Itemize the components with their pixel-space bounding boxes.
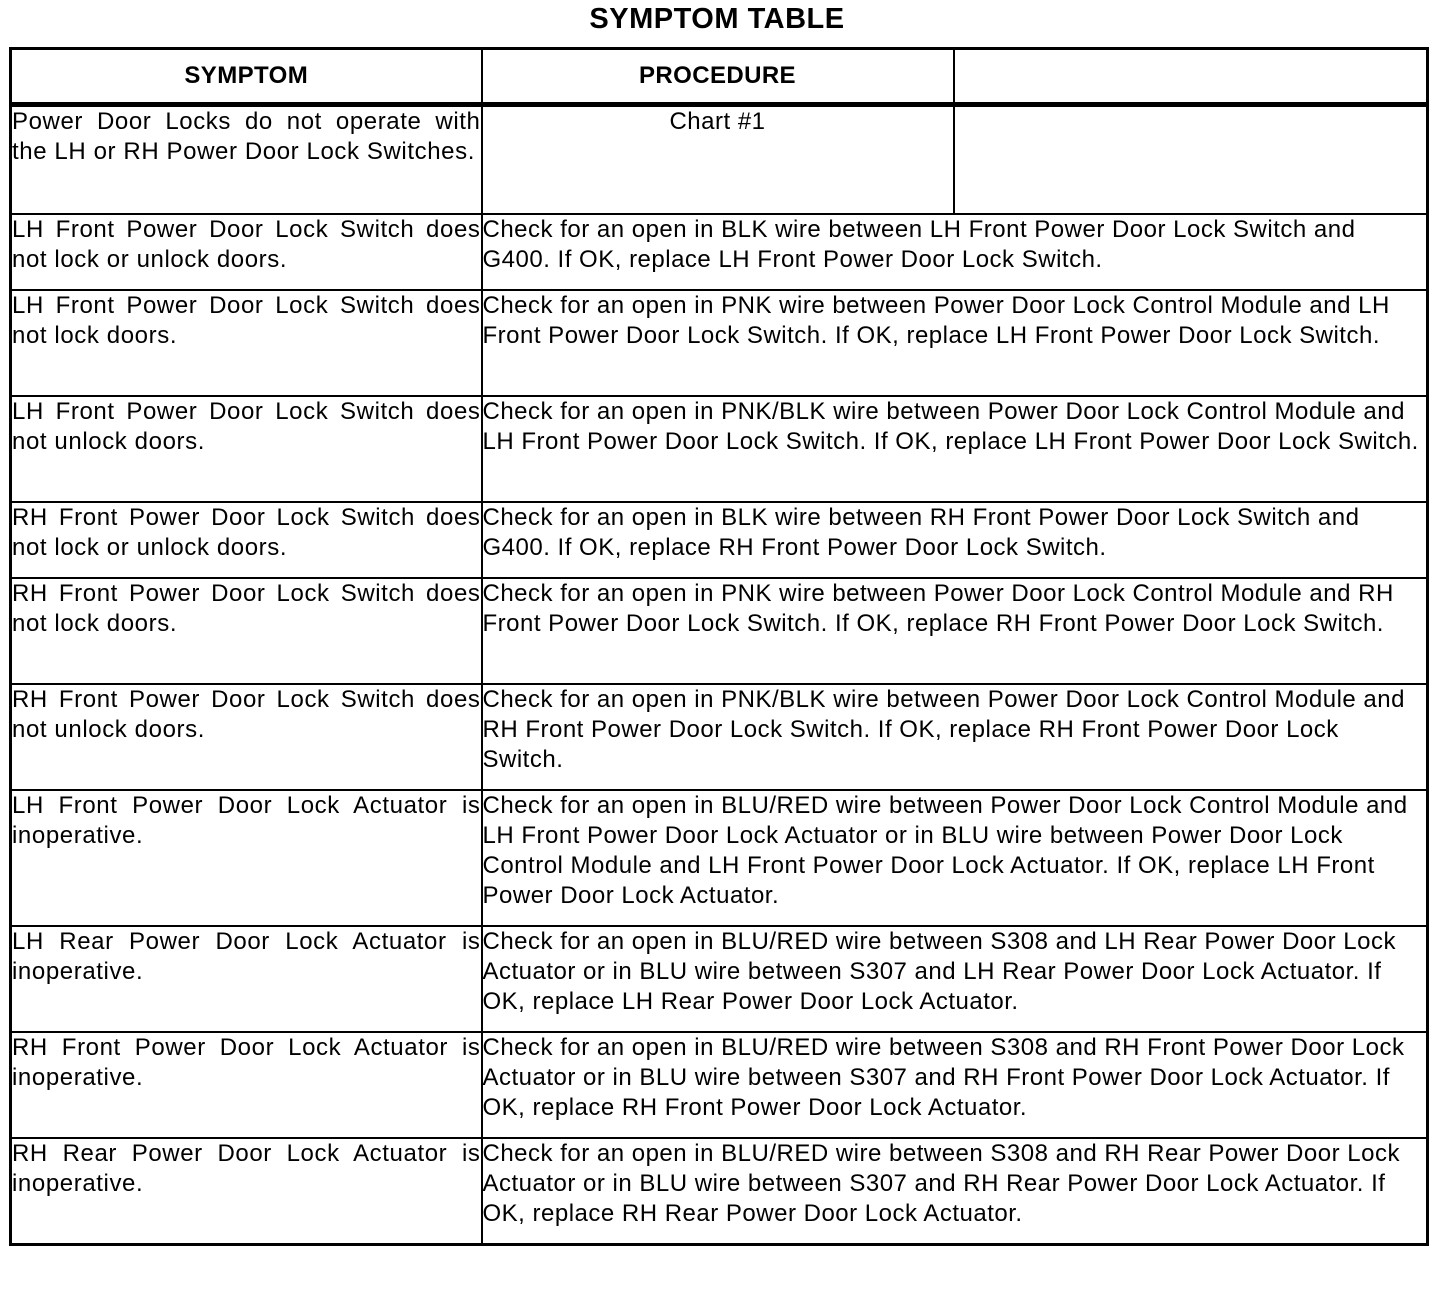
procedure-cell: Check for an open in PNK wire between Power Door Lock Control Module and LH Front Power Door Lock Switch. If OK, replace LH Front Power Door Lock Switch. [482, 290, 1428, 396]
page-title: SYMPTOM TABLE [589, 3, 845, 35]
blank-cell [954, 105, 1428, 215]
table-row [11, 214, 1428, 290]
table-row [11, 1032, 1428, 1138]
table-row [11, 926, 1428, 1032]
table-row [11, 396, 1428, 502]
procedure-cell: Check for an open in BLU/RED wire between Power Door Lock Control Module and LH Front Power Door Lock Actuator or in BLU wire between Power Door Lock Control Module and LH Front Power Door Lock Actuator. If OK, replace LH Front Power Door Lock Actuator. [482, 790, 1428, 926]
procedure-cell: Check for an open in PNK/BLK wire between Power Door Lock Control Module and RH Front Power Door Lock Switch. If OK, replace RH Front Power Door Lock Switch. [482, 684, 1428, 790]
table-row [11, 790, 1428, 926]
table-row [11, 502, 1428, 578]
procedure-cell: Check for an open in BLU/RED wire between S308 and RH Rear Power Door Lock Actuator or in BLU wire between S307 and RH Rear Power Door Lock Actuator. If OK, replace RH Rear Power Door Lock Actuator. [482, 1138, 1428, 1245]
table-row [11, 290, 1428, 396]
procedure-column-header: PROCEDURE [482, 49, 954, 105]
procedure-cell: Check for an open in PNK wire between Power Door Lock Control Module and RH Front Power Door Lock Switch. If OK, replace RH Front Power Door Lock Switch. [482, 578, 1428, 684]
symptom-cell: LH Front Power Door Lock Switch does not unlock doors. [11, 396, 482, 502]
procedure-cell: Chart #1 [482, 105, 954, 215]
symptom-cell: LH Front Power Door Lock Switch does not lock or unlock doors. [11, 214, 482, 290]
symptom-cell: RH Rear Power Door Lock Actuator is inoperative. [11, 1138, 482, 1245]
procedure-cell: Check for an open in BLK wire between RH Front Power Door Lock Switch and G400. If OK, replace RH Front Power Door Lock Switch. [482, 502, 1428, 578]
procedure-cell: Check for an open in BLK wire between LH Front Power Door Lock Switch and G400. If OK, replace LH Front Power Door Lock Switch. [482, 214, 1428, 290]
symptom-cell: RH Front Power Door Lock Switch does not lock or unlock doors. [11, 502, 482, 578]
symptom-cell: LH Front Power Door Lock Switch does not lock doors. [11, 290, 482, 396]
procedure-cell: Check for an open in BLU/RED wire between S308 and LH Rear Power Door Lock Actuator or in BLU wire between S307 and LH Rear Power Door Lock Actuator. If OK, replace LH Rear Power Door Lock Actuator. [482, 926, 1428, 1032]
blank-column-header [954, 49, 1428, 105]
table-header-row [11, 49, 1428, 105]
symptom-cell: LH Rear Power Door Lock Actuator is inoperative. [11, 926, 482, 1032]
table-row [11, 578, 1428, 684]
symptom-table [9, 47, 1429, 1246]
table-row [11, 684, 1428, 790]
procedure-cell: Check for an open in BLU/RED wire between S308 and RH Front Power Door Lock Actuator or in BLU wire between S307 and RH Front Power Door Lock Actuator. If OK, replace RH Front Power Door Lock Actuator. [482, 1032, 1428, 1138]
table-row [11, 1138, 1428, 1245]
symptom-column-header: SYMPTOM [11, 49, 482, 105]
symptom-cell: RH Front Power Door Lock Switch does not lock doors. [11, 578, 482, 684]
symptom-cell: Power Door Locks do not operate with the LH or RH Power Door Lock Switches. [11, 105, 482, 215]
symptom-cell: RH Front Power Door Lock Switch does not unlock doors. [11, 684, 482, 790]
procedure-cell: Check for an open in PNK/BLK wire between Power Door Lock Control Module and LH Front Power Door Lock Switch. If OK, replace LH Front Power Door Lock Switch. [482, 396, 1428, 502]
table-row [11, 105, 1428, 215]
symptom-cell: RH Front Power Door Lock Actuator is inoperative. [11, 1032, 482, 1138]
symptom-cell: LH Front Power Door Lock Actuator is inoperative. [11, 790, 482, 926]
